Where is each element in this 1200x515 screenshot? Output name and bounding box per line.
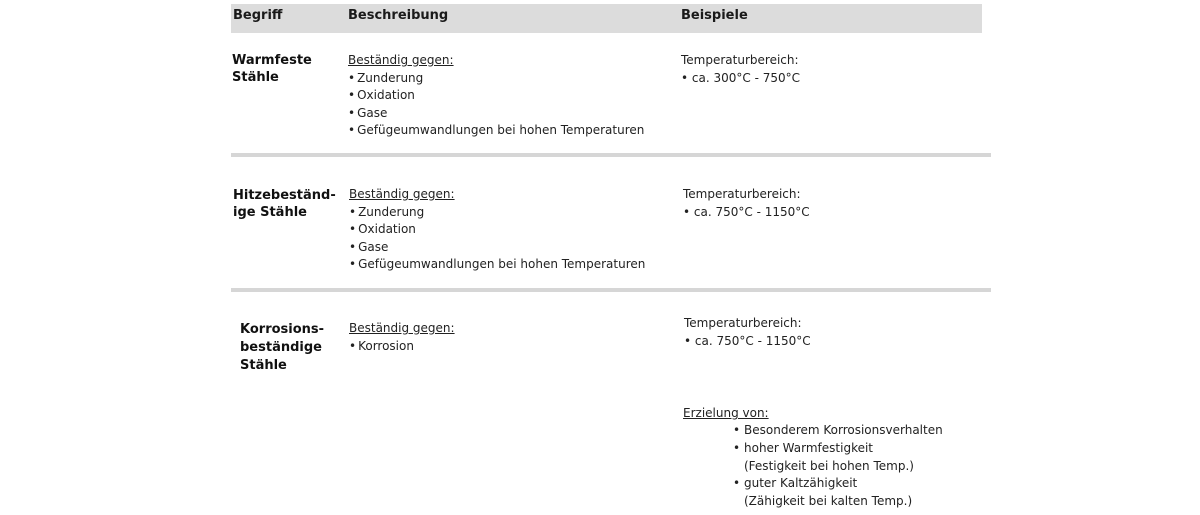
list-item: • Gefügeumwandlungen bei hohen Temperaturen xyxy=(348,122,644,140)
row-2-description xyxy=(349,186,645,274)
row-3-description xyxy=(349,320,455,355)
ex-label: Temperaturbereich: xyxy=(681,53,799,67)
term-line: Korrosions- xyxy=(240,322,325,337)
term-line: Stähle xyxy=(240,358,287,373)
row-1-description xyxy=(348,52,644,140)
extra-list xyxy=(733,422,943,511)
term-line: ige Stähle xyxy=(233,205,307,220)
row-separator xyxy=(231,153,991,157)
row-3-examples xyxy=(684,315,811,350)
row-1-examples xyxy=(681,52,800,87)
list-item: • Zunderung xyxy=(348,70,644,88)
header-term: Begriff xyxy=(233,8,283,23)
term-line: Stähle xyxy=(232,70,279,85)
list-item: • Korrosion xyxy=(349,338,455,356)
list-item: • Oxidation xyxy=(349,221,645,239)
header-examples: Beispiele xyxy=(681,8,748,23)
row-separator xyxy=(231,288,991,292)
list-item: • hoher Warmfestigkeit xyxy=(733,440,943,458)
row-2-term xyxy=(233,187,336,221)
ex-item: • ca. 750°C - 1150°C xyxy=(684,333,811,348)
list-item: • guter Kaltzähigkeit xyxy=(733,475,943,493)
table-header xyxy=(231,4,982,33)
desc-label: Beständig gegen: xyxy=(349,321,455,335)
list-item-note: (Zähigkeit bei kalten Temp.) xyxy=(744,494,913,509)
extra-label: Erzielung von: xyxy=(683,406,769,420)
list-item-note: (Festigkeit bei hohen Temp.) xyxy=(744,458,914,473)
list-item: • Zunderung xyxy=(349,204,645,222)
list-item: • Gefügeumwandlungen bei hohen Temperaturen xyxy=(349,256,645,274)
list-item: • Gase xyxy=(349,239,645,257)
row-3-term xyxy=(240,321,324,375)
ex-item: • ca. 750°C - 1150°C xyxy=(683,204,810,219)
row-1-term xyxy=(232,52,312,86)
desc-label: Beständig gegen: xyxy=(348,53,454,67)
desc-label: Beständig gegen: xyxy=(349,187,455,201)
term-line: Warmfeste xyxy=(232,53,312,68)
list-item: • Gase xyxy=(348,105,644,123)
list-item: • Oxidation xyxy=(348,87,644,105)
ex-label: Temperaturbereich: xyxy=(683,187,801,201)
term-line: Hitzebeständ- xyxy=(233,188,336,203)
row-2-examples xyxy=(683,186,810,221)
list-item: • Besonderem Korrosionsverhalten xyxy=(733,422,943,440)
term-line: beständige xyxy=(240,340,322,355)
ex-item: • ca. 300°C - 750°C xyxy=(681,70,800,85)
header-description: Beschreibung xyxy=(348,8,449,23)
ex-label: Temperaturbereich: xyxy=(684,316,802,330)
